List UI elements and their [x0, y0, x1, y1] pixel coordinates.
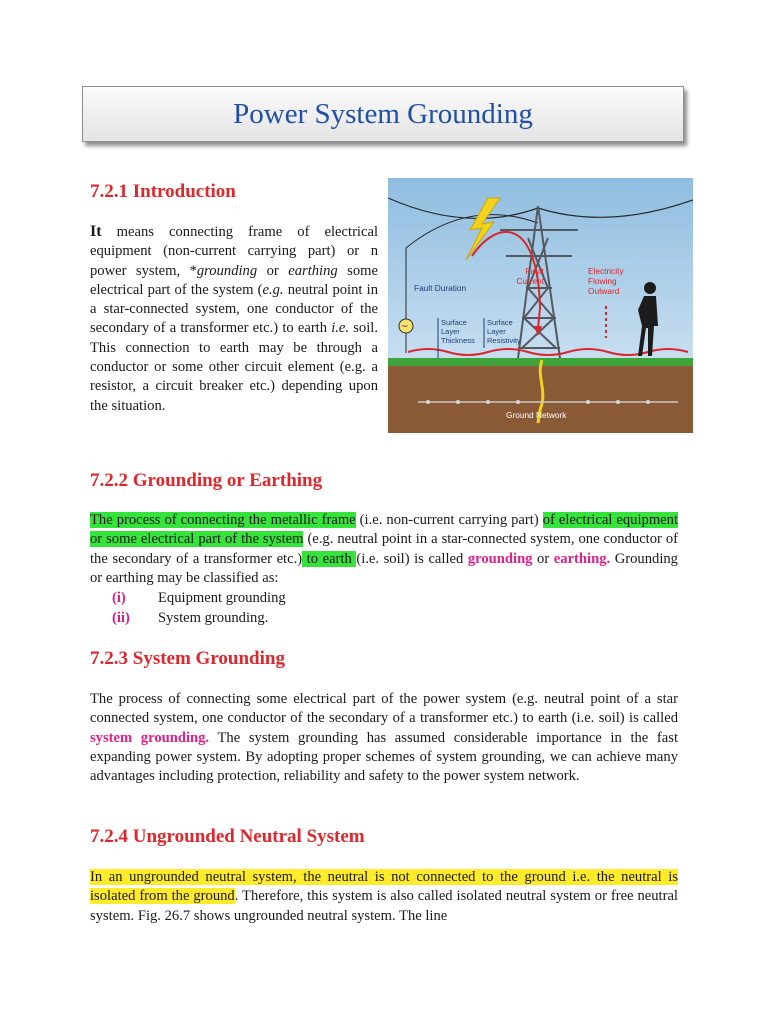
term-earthing: earthing.: [553, 550, 611, 567]
highlight-yellow: In an ungrounded neutral system, the neutral is not connected to the ground i.e. the neutral is isolated from the ground: [90, 869, 678, 905]
label-fault-duration: Fault Duration: [414, 283, 467, 293]
intro-text-3: neutral point in a star-connected system, one conductor of the secondary of a transformer etc.) to earth: [90, 281, 378, 337]
grounding-text-2: (e.g. neutral point in a star-connected system, one conductor of the secondary of a transformer etc.): [90, 531, 679, 567]
intro-lead: It: [90, 223, 102, 240]
highlight-2: of electrical equipment or some electrical part of the system: [90, 512, 678, 548]
grounding-text-1: (i.e. non-current carrying part): [355, 512, 543, 528]
intro-eg: e.g.: [262, 281, 284, 298]
list-item: [90, 588, 286, 608]
heading-system-grounding: 7.2.3 System Grounding: [90, 648, 285, 669]
label-resistivity-2: Layer: [487, 327, 506, 336]
list-item-number: (ii): [112, 610, 130, 626]
label-electricity-2: Flowing: [588, 276, 617, 286]
grounding-text-5: Grounding or earthing may be classified as:: [90, 550, 678, 586]
intro-earthing: earthing: [288, 262, 338, 279]
term-system-grounding: system grounding.: [90, 729, 210, 746]
intro-text-2: some electrical part of the system (: [90, 262, 378, 298]
label-thickness-2: Layer: [441, 327, 460, 336]
ungrounded-text-1: . Therefore, this system is also called isolated neutral system or free neutral system. Fig. 26.7 shows ungrounded neutral system. The line: [90, 888, 678, 924]
classification-list: [90, 588, 286, 628]
intro-text-1: means connecting frame of electrical equipment (non-current carrying part) or n power system, *: [90, 224, 378, 279]
term-grounding: grounding: [467, 550, 533, 567]
list-item: [90, 608, 286, 628]
page-title: Power System Grounding: [233, 97, 533, 130]
label-fault-current-1: Fault: [525, 266, 544, 276]
grounding-illustration: [388, 178, 693, 433]
label-thickness-1: Surface: [441, 318, 467, 327]
label-ground-network: Ground Network: [506, 410, 567, 420]
label-fault-current-2: Current: [516, 276, 544, 286]
system-paragraph: [90, 690, 678, 786]
label-resistivity-3: Resistivity: [487, 336, 521, 345]
grounding-text-4: or: [532, 550, 554, 567]
highlight-1: The process of connecting the metallic frame: [90, 512, 356, 528]
intro-ie: i.e.: [331, 320, 350, 337]
intro-grounding: grounding: [196, 262, 258, 279]
intro-paragraph: [90, 222, 378, 416]
label-electricity-3: Outward: [588, 286, 620, 296]
intro-or: or: [257, 262, 289, 279]
heading-introduction: 7.2.1 Introduction: [90, 181, 236, 202]
grounding-text-3: (i.e. soil) is called: [356, 550, 468, 567]
heading-grounding-earthing: 7.2.2 Grounding or Earthing: [90, 470, 323, 491]
list-item-text: Equipment grounding: [158, 590, 286, 606]
ungrounded-paragraph: [90, 868, 678, 926]
list-item-text: System grounding.: [158, 610, 269, 626]
svg-text:~: ~: [401, 322, 409, 332]
intro-text-4: soil. This connection to earth may be through a conductor or some other circuit element (e.g. a resistor, a circuit breaker etc.) depending upon the situation.: [90, 320, 378, 414]
heading-ungrounded-neutral: 7.2.4 Ungrounded Neutral System: [90, 826, 365, 847]
system-text-2: The system grounding has assumed considerable importance in the fast expanding power system. By adopting proper schemes of system grounding, we can achieve many advantages including protection, reliability and safety to the power system network.: [90, 729, 679, 785]
highlight-3: to earth: [302, 550, 357, 567]
title-box: [82, 86, 684, 142]
label-electricity-1: Electricity: [588, 266, 624, 276]
label-resistivity-1: Surface: [487, 318, 513, 327]
list-item-number: (i): [112, 590, 126, 606]
system-text-1: The process of connecting some electrical part of the power system (e.g. neutral point of a star connected system, one conductor of the secondary of a transformer etc.) to earth (i.e. soil) is called: [90, 691, 678, 727]
label-thickness-3: Thickness: [441, 336, 475, 345]
grounding-paragraph: [90, 511, 678, 588]
